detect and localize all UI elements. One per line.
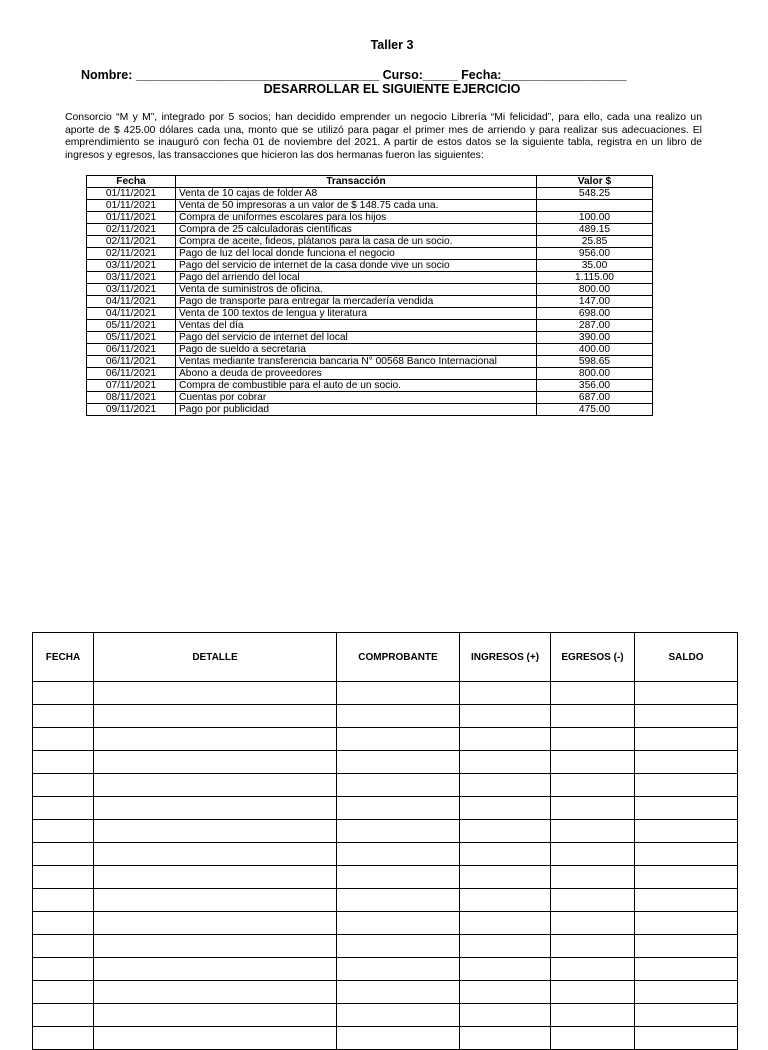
transaction-description: Compra de 25 calculadoras científicas [176, 224, 537, 236]
transaction-description: Pago por publicidad [176, 404, 537, 416]
ledger-cell-egresos[interactable] [551, 843, 635, 866]
ledger-cell-fecha[interactable] [33, 751, 94, 774]
ledger-cell-ingresos[interactable] [460, 820, 551, 843]
ledger-cell-egresos[interactable] [551, 889, 635, 912]
ledger-cell-comprobante[interactable] [337, 958, 460, 981]
ledger-cell-ingresos[interactable] [460, 797, 551, 820]
ledger-cell-fecha[interactable] [33, 682, 94, 705]
transaction-value: 35.00 [537, 260, 653, 272]
transaction-date: 06/11/2021 [87, 356, 176, 368]
transaction-row [87, 248, 653, 260]
ledger-cell-comprobante[interactable] [337, 889, 460, 912]
transaction-description: Pago del servicio de internet del local [176, 332, 537, 344]
ledger-header-comprobante: COMPROBANTE [337, 633, 460, 682]
ledger-cell-fecha[interactable] [33, 820, 94, 843]
ledger-cell-detalle[interactable] [94, 705, 337, 728]
ledger-cell-saldo[interactable] [635, 981, 738, 1004]
ledger-cell-egresos[interactable] [551, 958, 635, 981]
transaction-date: 02/11/2021 [87, 224, 176, 236]
ledger-cell-fecha[interactable] [33, 866, 94, 889]
ledger-cell-comprobante[interactable] [337, 1004, 460, 1027]
ledger-cell-saldo[interactable] [635, 935, 738, 958]
transaction-date: 05/11/2021 [87, 320, 176, 332]
transaction-value: 598.65 [537, 356, 653, 368]
transactions-header-row [87, 176, 653, 188]
ledger-cell-comprobante[interactable] [337, 728, 460, 751]
ledger-cell-fecha[interactable] [33, 728, 94, 751]
ledger-cell-saldo[interactable] [635, 682, 738, 705]
ledger-row [33, 889, 738, 912]
ledger-cell-saldo[interactable] [635, 958, 738, 981]
transaction-description: Cuentas por cobrar [176, 392, 537, 404]
transaction-date: 01/11/2021 [87, 212, 176, 224]
transaction-value: 100.00 [537, 212, 653, 224]
ledger-cell-saldo[interactable] [635, 705, 738, 728]
ledger-cell-detalle[interactable] [94, 889, 337, 912]
transaction-value: 25.85 [537, 236, 653, 248]
exercise-statement: Consorcio “M y M”, integrado por 5 socios; han decidido emprender un negocio Librería “Mi felicidad”, para ello, cada una realizo un aporte de $ 425.00 dólares cada una, monto que se utilizó para pagar el primer mes de arriendo y para realizar sus adecuaciones. El emprendimiento se inauguró con fecha 01 de noviembre del 2021. A partir de estos datos se la siguiente tabla, registra en un libro de ingresos y egresos, las transacciones que hicieron las dos hermanas fueron las siguientes: [65, 112, 702, 161]
ledger-cell-detalle[interactable] [94, 751, 337, 774]
transactions-body [87, 188, 653, 416]
ledger-cell-ingresos[interactable] [460, 682, 551, 705]
ledger-row [33, 705, 738, 728]
ledger-cell-fecha[interactable] [33, 889, 94, 912]
transaction-row [87, 332, 653, 344]
transaction-row [87, 404, 653, 416]
transaction-date: 06/11/2021 [87, 344, 176, 356]
transaction-date: 02/11/2021 [87, 248, 176, 260]
transaction-value: 800.00 [537, 284, 653, 296]
ledger-row [33, 866, 738, 889]
ledger-cell-detalle[interactable] [94, 912, 337, 935]
transaction-description: Ventas del día [176, 320, 537, 332]
ledger-row [33, 843, 738, 866]
ledger-cell-saldo[interactable] [635, 1027, 738, 1050]
ledger-cell-ingresos[interactable] [460, 889, 551, 912]
transaction-row [87, 284, 653, 296]
transaction-description: Ventas mediante transferencia bancaria N° 00568 Banco Internacional [176, 356, 537, 368]
transaction-value: 548.25 [537, 188, 653, 200]
transaction-row [87, 200, 653, 212]
ledger-cell-ingresos[interactable] [460, 705, 551, 728]
ledger-cell-comprobante[interactable] [337, 912, 460, 935]
ledger-cell-egresos[interactable] [551, 1004, 635, 1027]
transaction-description: Compra de aceite, fideos, plátanos para la casa de un socio. [176, 236, 537, 248]
transaction-description: Abono a deuda de proveedores [176, 368, 537, 380]
ledger-cell-ingresos[interactable] [460, 958, 551, 981]
transaction-description: Venta de 100 textos de lengua y literatura [176, 308, 537, 320]
ledger-cell-comprobante[interactable] [337, 935, 460, 958]
ledger-cell-fecha[interactable] [33, 1004, 94, 1027]
ledger-row [33, 912, 738, 935]
ledger-row [33, 1004, 738, 1027]
ledger-cell-fecha[interactable] [33, 935, 94, 958]
transaction-row [87, 368, 653, 380]
ledger-cell-saldo[interactable] [635, 866, 738, 889]
transaction-row [87, 308, 653, 320]
transaction-description: Compra de uniformes escolares para los hijos [176, 212, 537, 224]
ledger-cell-detalle[interactable] [94, 935, 337, 958]
ledger-cell-comprobante[interactable] [337, 705, 460, 728]
ledger-cell-ingresos[interactable] [460, 866, 551, 889]
transaction-date: 05/11/2021 [87, 332, 176, 344]
transaction-row [87, 272, 653, 284]
ledger-cell-detalle[interactable] [94, 1027, 337, 1050]
transaction-description: Venta de 50 impresoras a un valor de $ 148.75 cada una. [176, 200, 537, 212]
ledger-row [33, 682, 738, 705]
transaction-row [87, 224, 653, 236]
transaction-row [87, 380, 653, 392]
transaction-date: 04/11/2021 [87, 308, 176, 320]
transaction-value: 1.115.00 [537, 272, 653, 284]
transactions-table [86, 175, 653, 416]
transaction-value: 489.15 [537, 224, 653, 236]
ledger-cell-comprobante[interactable] [337, 682, 460, 705]
ledger-row [33, 751, 738, 774]
ledger-cell-egresos[interactable] [551, 866, 635, 889]
transaction-row [87, 212, 653, 224]
ledger-cell-egresos[interactable] [551, 751, 635, 774]
ledger-cell-detalle[interactable] [94, 820, 337, 843]
transaction-date: 02/11/2021 [87, 236, 176, 248]
header-transaccion: Transacción [176, 176, 537, 188]
transaction-description: Pago de luz del local donde funciona el negocio [176, 248, 537, 260]
header-fecha: Fecha [87, 176, 176, 188]
ledger-cell-egresos[interactable] [551, 912, 635, 935]
transaction-value: 400.00 [537, 344, 653, 356]
transaction-description: Compra de combustible para el auto de un socio. [176, 380, 537, 392]
ledger-cell-ingresos[interactable] [460, 1004, 551, 1027]
header-valor: Valor $ [537, 176, 653, 188]
ledger-cell-comprobante[interactable] [337, 866, 460, 889]
transaction-date: 08/11/2021 [87, 392, 176, 404]
ledger-cell-egresos[interactable] [551, 1027, 635, 1050]
ledger-row [33, 958, 738, 981]
ledger-cell-detalle[interactable] [94, 866, 337, 889]
transaction-row [87, 392, 653, 404]
ledger-cell-detalle[interactable] [94, 774, 337, 797]
ledger-cell-fecha[interactable] [33, 981, 94, 1004]
ledger-row [33, 797, 738, 820]
ledger-header-detalle: DETALLE [94, 633, 337, 682]
ledger-cell-fecha[interactable] [33, 912, 94, 935]
transaction-row [87, 188, 653, 200]
ledger-cell-detalle[interactable] [94, 843, 337, 866]
ledger-cell-detalle[interactable] [94, 958, 337, 981]
ledger-header-egresos: EGRESOS (-) [551, 633, 635, 682]
transaction-date: 07/11/2021 [87, 380, 176, 392]
ledger-cell-egresos[interactable] [551, 797, 635, 820]
transaction-date: 04/11/2021 [87, 296, 176, 308]
ledger-cell-detalle[interactable] [94, 1004, 337, 1027]
ledger-row [33, 935, 738, 958]
ledger-cell-detalle[interactable] [94, 682, 337, 705]
ledger-cell-fecha[interactable] [33, 705, 94, 728]
transaction-value: 800.00 [537, 368, 653, 380]
ledger-cell-ingresos[interactable] [460, 774, 551, 797]
ledger-cell-ingresos[interactable] [460, 1027, 551, 1050]
transaction-description: Venta de suministros de oficina. [176, 284, 537, 296]
ledger-cell-saldo[interactable] [635, 1004, 738, 1027]
ledger-row [33, 774, 738, 797]
ledger-cell-saldo[interactable] [635, 751, 738, 774]
ledger-cell-ingresos[interactable] [460, 728, 551, 751]
ledger-cell-comprobante[interactable] [337, 751, 460, 774]
ledger-cell-fecha[interactable] [33, 843, 94, 866]
ledger-cell-saldo[interactable] [635, 728, 738, 751]
ledger-header-fecha: FECHA [33, 633, 94, 682]
transaction-row [87, 296, 653, 308]
ledger-row [33, 820, 738, 843]
ledger-cell-ingresos[interactable] [460, 843, 551, 866]
ledger-cell-comprobante[interactable] [337, 1027, 460, 1050]
transaction-date: 06/11/2021 [87, 368, 176, 380]
transaction-description: Venta de 10 cajas de folder A8 [176, 188, 537, 200]
ledger-cell-detalle[interactable] [94, 981, 337, 1004]
transaction-date: 03/11/2021 [87, 260, 176, 272]
transaction-value: 147.00 [537, 296, 653, 308]
ledger-cell-ingresos[interactable] [460, 912, 551, 935]
transaction-date: 01/11/2021 [87, 188, 176, 200]
ledger-row [33, 728, 738, 751]
transaction-description: Pago del servicio de internet de la casa donde vive un socio [176, 260, 537, 272]
ledger-cell-detalle[interactable] [94, 728, 337, 751]
transaction-value: 287.00 [537, 320, 653, 332]
ledger-cell-egresos[interactable] [551, 820, 635, 843]
transaction-value [537, 200, 653, 212]
ledger-cell-fecha[interactable] [33, 797, 94, 820]
ledger-cell-egresos[interactable] [551, 981, 635, 1004]
ledger-cell-fecha[interactable] [33, 1027, 94, 1050]
transaction-description: Pago de transporte para entregar la mercadería vendida [176, 296, 537, 308]
transaction-value: 390.00 [537, 332, 653, 344]
ledger-cell-comprobante[interactable] [337, 774, 460, 797]
ledger-cell-egresos[interactable] [551, 935, 635, 958]
transaction-date: 03/11/2021 [87, 272, 176, 284]
ledger-cell-ingresos[interactable] [460, 935, 551, 958]
ledger-cell-saldo[interactable] [635, 774, 738, 797]
ledger-cell-fecha[interactable] [33, 958, 94, 981]
transaction-row [87, 320, 653, 332]
ledger-row [33, 1027, 738, 1050]
ledger-body [33, 682, 738, 1050]
ledger-cell-saldo[interactable] [635, 797, 738, 820]
student-info-line: Nombre: ___________________________________ Curso:_____ Fecha:__________________ [81, 68, 627, 82]
transaction-row [87, 260, 653, 272]
transaction-value: 475.00 [537, 404, 653, 416]
transaction-value: 956.00 [537, 248, 653, 260]
ledger-cell-comprobante[interactable] [337, 820, 460, 843]
ledger-cell-saldo[interactable] [635, 843, 738, 866]
transaction-description: Pago del arriendo del local [176, 272, 537, 284]
ledger-cell-ingresos[interactable] [460, 751, 551, 774]
ledger-cell-egresos[interactable] [551, 774, 635, 797]
ledger-cell-comprobante[interactable] [337, 981, 460, 1004]
transaction-date: 01/11/2021 [87, 200, 176, 212]
transaction-row [87, 236, 653, 248]
transaction-row [87, 356, 653, 368]
ledger-cell-saldo[interactable] [635, 912, 738, 935]
transaction-description: Pago de sueldo a secretaria [176, 344, 537, 356]
page-title: Taller 3 [370, 38, 414, 52]
transaction-value: 356.00 [537, 380, 653, 392]
ledger-header-ingresos: INGRESOS (+) [460, 633, 551, 682]
transaction-value: 698.00 [537, 308, 653, 320]
exercise-heading: DESARROLLAR EL SIGUIENTE EJERCICIO [263, 82, 521, 96]
ledger-cell-saldo[interactable] [635, 820, 738, 843]
ledger-cell-detalle[interactable] [94, 797, 337, 820]
ledger-cell-egresos[interactable] [551, 705, 635, 728]
ledger-row [33, 981, 738, 1004]
ledger-cell-ingresos[interactable] [460, 981, 551, 1004]
transaction-row [87, 344, 653, 356]
ledger-cell-egresos[interactable] [551, 682, 635, 705]
transaction-date: 03/11/2021 [87, 284, 176, 296]
ledger-header-row [33, 633, 738, 682]
ledger-header-saldo: SALDO [635, 633, 738, 682]
transaction-value: 687.00 [537, 392, 653, 404]
ledger-cell-comprobante[interactable] [337, 843, 460, 866]
ledger-cell-saldo[interactable] [635, 889, 738, 912]
ledger-cell-egresos[interactable] [551, 728, 635, 751]
ledger-cell-comprobante[interactable] [337, 797, 460, 820]
ledger-table [32, 632, 738, 1050]
ledger-cell-fecha[interactable] [33, 774, 94, 797]
transaction-date: 09/11/2021 [87, 404, 176, 416]
